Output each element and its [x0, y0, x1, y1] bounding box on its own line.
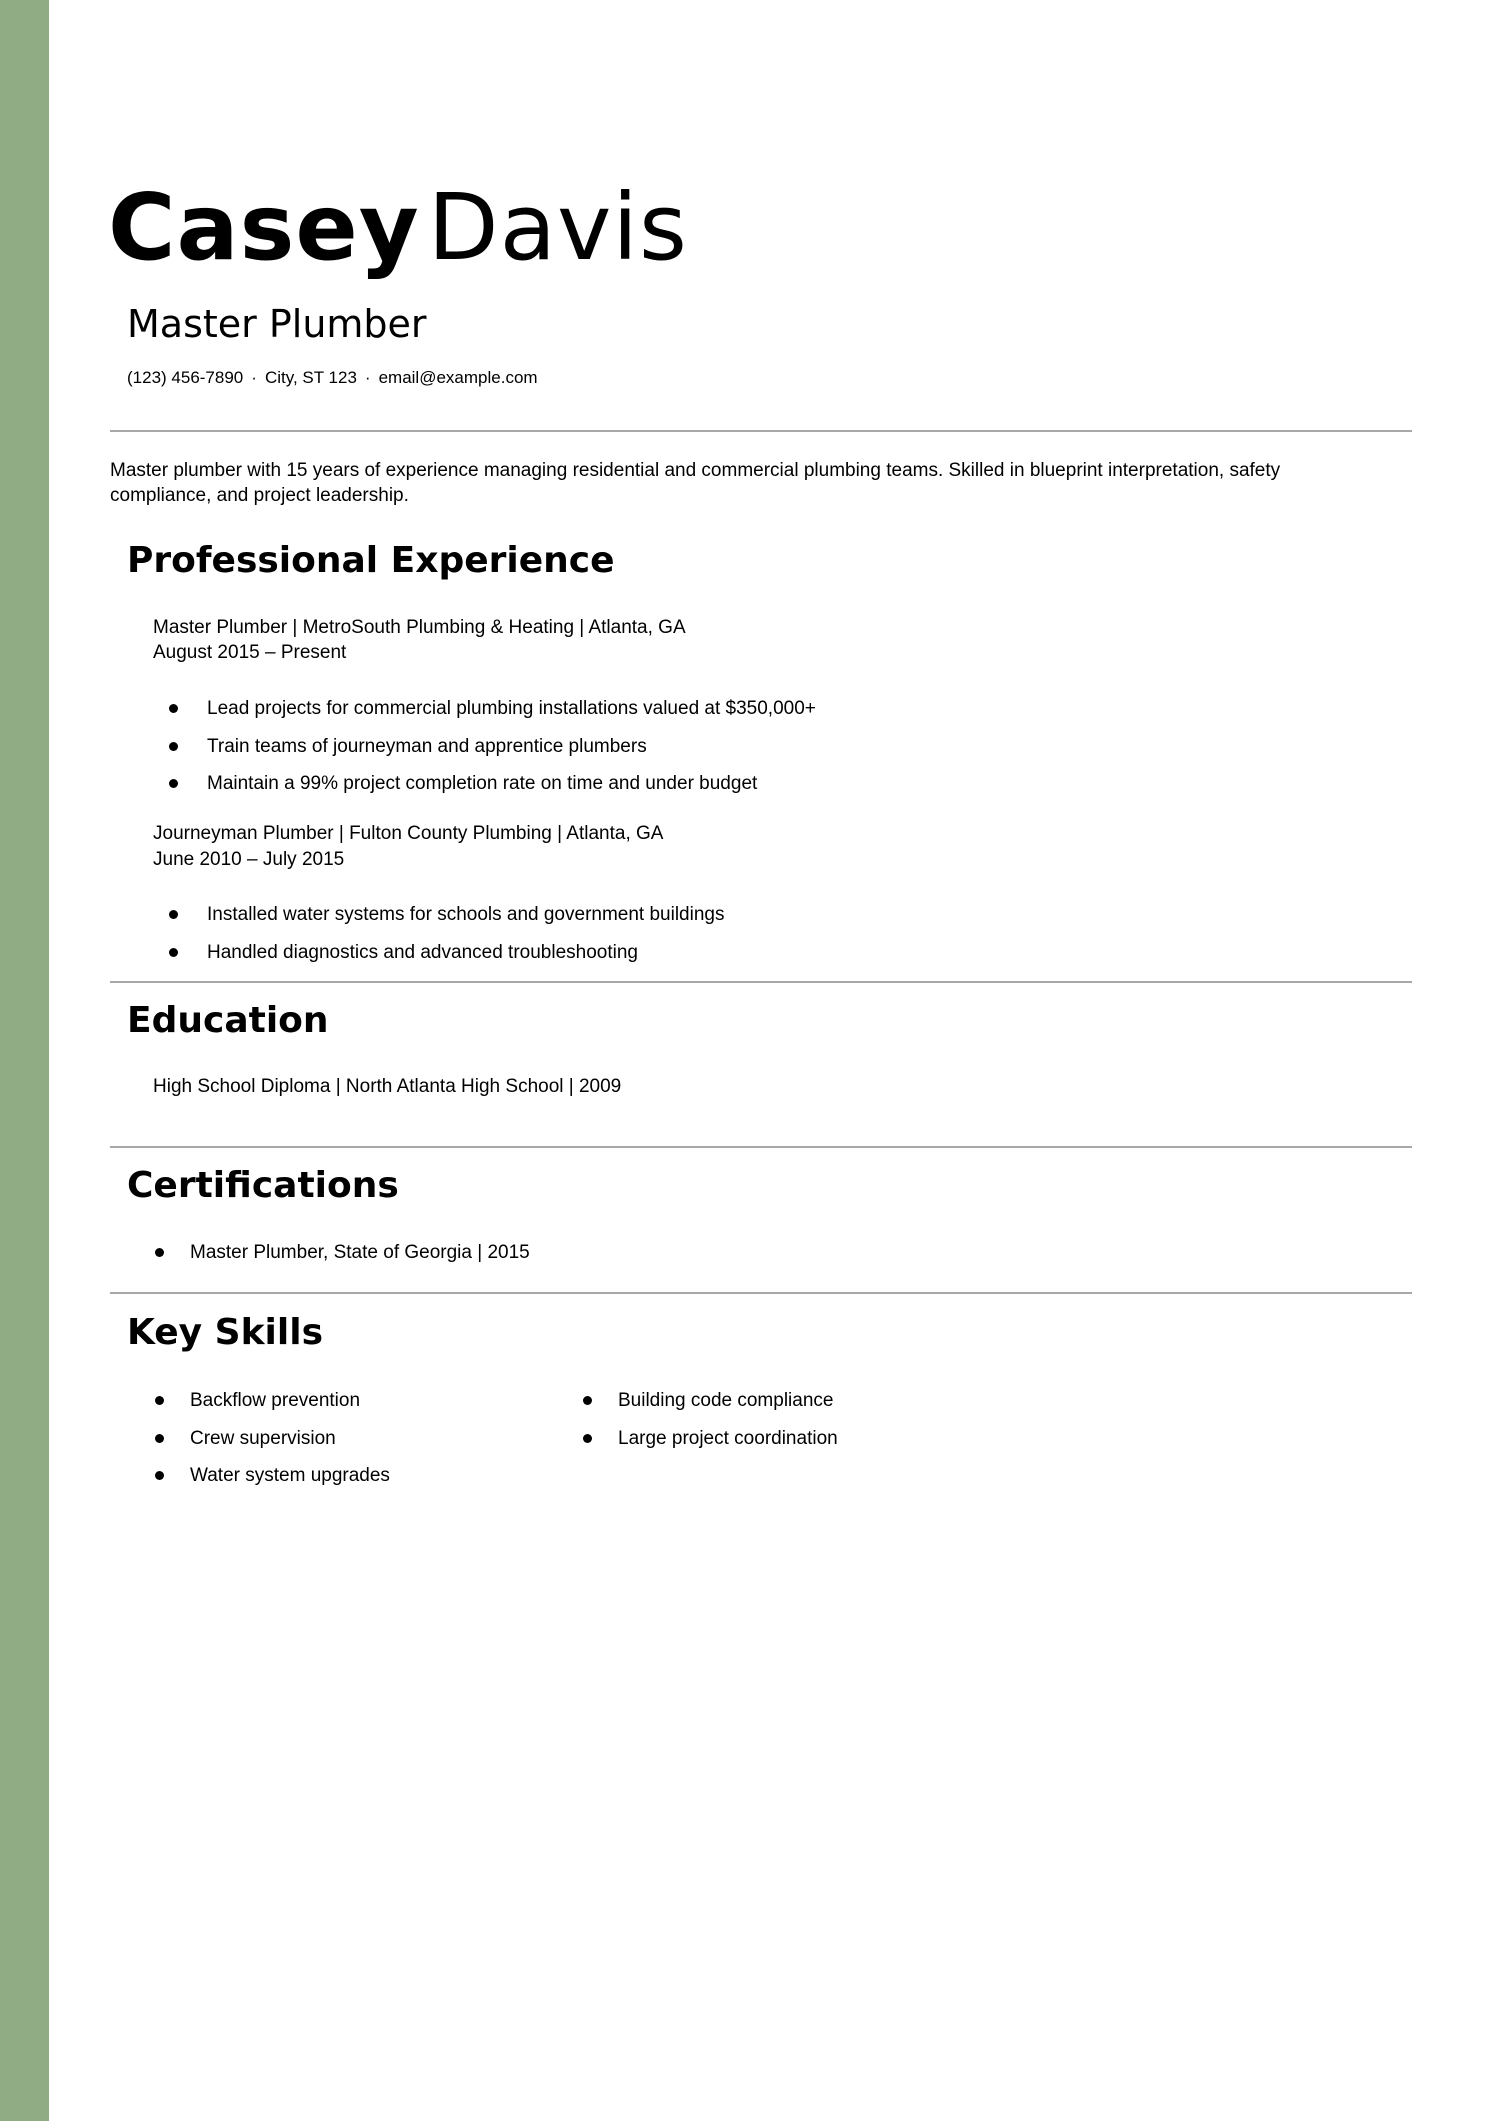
professional-summary: Master plumber with 15 years of experience managing residential and commercial plumbing teams. Skilled in blueprint interpretation, safety compliance, and project leadership. — [110, 460, 1281, 506]
bullet-text: Installed water systems for schools and government buildings — [207, 904, 725, 925]
list-item — [153, 1463, 390, 1501]
candidate-name — [108, 168, 688, 288]
certifications-heading: Certifications — [127, 1165, 399, 1206]
skills-column-2 — [581, 1388, 838, 1463]
bullet-text: Handled diagnostics and advanced troubleshooting — [207, 941, 638, 963]
section-divider — [110, 981, 1412, 983]
list-item — [153, 734, 816, 772]
bullet-icon — [155, 1396, 164, 1405]
experience-heading: Professional Experience — [127, 540, 615, 581]
education-entry: High School Diploma | North Atlanta High School | 2009 — [153, 1076, 622, 1097]
section-divider — [110, 1292, 1412, 1294]
bullet-text: Maintain a 99% project completion rate on time and under budget — [207, 773, 758, 794]
job-title-line: Journeyman Plumber | Fulton County Plumbing | Atlanta, GA — [153, 823, 664, 844]
list-item — [153, 1240, 530, 1278]
contact-separator: · — [364, 368, 371, 387]
skill-text: Backflow prevention — [190, 1390, 361, 1411]
skill-text: Building code compliance — [618, 1390, 834, 1411]
job-title-line: Master Plumber | MetroSouth Plumbing & Heating | Atlanta, GA — [153, 617, 686, 638]
list-item — [153, 940, 724, 978]
section-divider — [110, 1146, 1412, 1148]
education-heading: Education — [127, 1000, 329, 1041]
list-item — [581, 1388, 838, 1426]
list-item — [153, 902, 724, 940]
bullet-text: Lead projects for commercial plumbing installations valued at $350,000+ — [207, 698, 816, 719]
skill-text: Crew supervision — [190, 1427, 336, 1449]
list-item — [581, 1426, 838, 1464]
contact-separator: · — [251, 368, 257, 387]
job-dates: June 2010 – July 2015 — [153, 849, 345, 870]
sidebar-accent-bar — [0, 0, 49, 2121]
last-name: Davis — [427, 174, 688, 281]
email-address: email@example.com — [378, 368, 538, 387]
bullet-icon — [169, 742, 178, 751]
certification-text: Master Plumber, State of Georgia | 2015 — [190, 1242, 530, 1263]
skill-text: Water system upgrades — [190, 1465, 390, 1486]
phone-number: (123) 456-7890 — [127, 368, 244, 387]
bullet-icon — [583, 1396, 592, 1405]
list-item — [153, 696, 816, 734]
bullet-icon — [583, 1434, 592, 1443]
bullet-icon — [169, 779, 178, 788]
job-bullets — [153, 696, 816, 809]
list-item — [153, 1388, 390, 1426]
skills-column-1 — [153, 1388, 390, 1501]
job-dates: August 2015 – Present — [153, 642, 347, 663]
bullet-icon — [155, 1248, 164, 1257]
job-bullets — [153, 902, 724, 977]
first-name: Casey — [108, 174, 420, 281]
location: City, ST 123 — [264, 368, 357, 387]
list-item — [153, 1426, 390, 1464]
bullet-text: Train teams of journeyman and apprentice plumbers — [207, 735, 647, 757]
certifications-list — [153, 1240, 530, 1278]
job-title: Master Plumber — [127, 302, 427, 346]
bullet-icon — [155, 1471, 164, 1480]
skills-heading: Key Skills — [127, 1312, 323, 1353]
bullet-icon — [169, 910, 178, 919]
list-item — [153, 771, 816, 809]
bullet-icon — [169, 704, 178, 713]
section-divider — [110, 430, 1412, 432]
bullet-icon — [155, 1434, 164, 1443]
contact-line — [127, 367, 538, 389]
bullet-icon — [169, 948, 178, 957]
skill-text: Large project coordination — [618, 1427, 838, 1449]
